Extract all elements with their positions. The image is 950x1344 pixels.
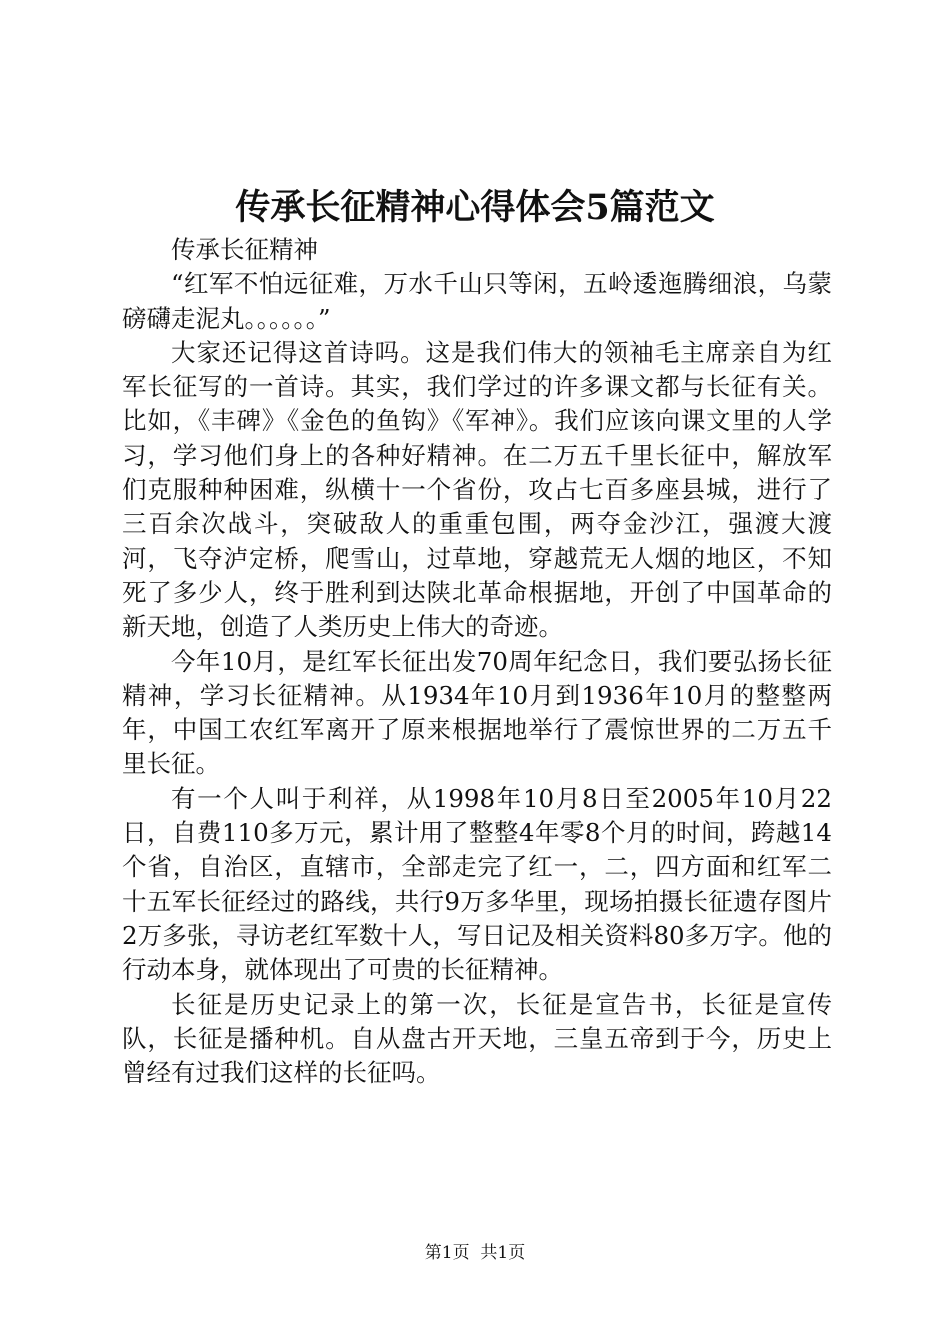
page-footer: 第1页 共1页 [424,1243,526,1263]
paragraph: 长征是历史记录上的第一次，长征是宣告书，长征是宣传队，长征是播种机。自从盘古开天地，三皇五帝到于今，历史上曾经有过我们这样的长征吗。 [122,989,832,1088]
paragraph-subtitle: 传承长征精神 [171,235,318,264]
paragraph-poem-quote: “红军不怕远征难，万水千山只等闲，五岭逶迤腾细浪，乌蒙磅礴走泥丸。。。。。。” [122,269,832,333]
paragraph: 今年10月，是红军长征出发70周年纪念日，我们要弘扬长征精神，学习长征精神。从1934年10月到1936年10月的整整两年，中国工农红军离开了原来根据地举行了震惊世界的二万五千里长征。 [122,646,832,779]
paragraph: 有一个人叫于利祥，从1998年10月8日至2005年10月22日，自费110多万元，累计用了整整4年零8个月的时间，跨越14个省，自治区，直辖市，全部走完了红一，二，四方面和红军二十五军长征经过的路线，共行9万多华里，现场拍摄长征遗存图片2万多张，寻访老红军数十人，写日记及相关资料80多万字。他的行动本身，就体现出了可贵的长征精神。 [122,783,832,985]
document-title: 传承长征精神心得体会5篇范文 [235,187,715,228]
paragraph: 大家还记得这首诗吗。这是我们伟大的领袖毛主席亲自为红军长征写的一首诗。其实，我们学过的许多课文都与长征有关。比如，《丰碑》《金色的鱼钩》《军神》。我们应该向课文里的人学习，学习他们身上的各种好精神。在二万五千里长征中，解放军们克服种种困难，纵横十一个省份，攻占七百多座县城，进行了三百余次战斗，突破敌人的重重包围，两夺金沙江，强渡大渡河，飞夺泸定桥，爬雪山，过草地，穿越荒无人烟的地区，不知死了多少人，终于胜利到达陕北革命根据地，开创了中国革命的新天地，创造了人类历史上伟大的奇迹。 [122,337,832,642]
document-body [122,233,832,1090]
